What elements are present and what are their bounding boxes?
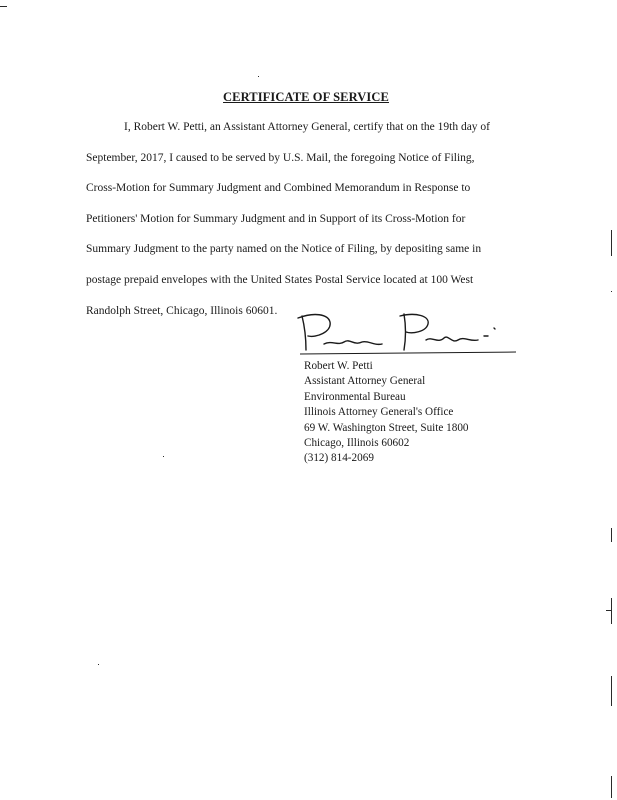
certificate-body — [86, 112, 526, 326]
signer-office: Illinois Attorney General's Office — [304, 406, 454, 419]
scan-dot-3 — [98, 664, 99, 665]
signature-drawing — [294, 310, 524, 360]
body-line-7: Randolph Street, Chicago, Illinois 60601. — [86, 304, 278, 317]
handwritten-signature — [294, 310, 524, 360]
signature-block — [304, 359, 524, 467]
scan-mark-right-4 — [611, 676, 612, 706]
scan-dot-1 — [258, 76, 259, 77]
scan-mark-right-3-tick — [606, 610, 612, 611]
scan-mark-right-3 — [611, 598, 612, 624]
body-line-4: Petitioners' Motion for Summary Judgment and in Support of its Cross-Motion for — [86, 212, 466, 225]
signer-street-address: 69 W. Washington Street, Suite 1800 — [304, 421, 469, 434]
signer-title: Assistant Attorney General — [304, 375, 426, 388]
body-line-5: Summary Judgment to the party named on the Notice of Filing, by depositing same in — [86, 243, 482, 256]
signer-bureau: Environmental Bureau — [304, 390, 406, 403]
signer-phone: (312) 814-2069 — [304, 452, 374, 465]
scan-dot-2 — [163, 456, 164, 457]
body-line-3: Cross-Motion for Summary Judgment and Combined Memorandum in Response to — [86, 182, 471, 195]
scan-mark-right-1 — [611, 230, 612, 256]
signer-city-state-zip: Chicago, Illinois 60602 — [304, 437, 410, 450]
body-line-2: September, 2017, I caused to be served by U.S. Mail, the foregoing Notice of Filing, — [86, 151, 475, 164]
signer-name: Robert W. Petti — [304, 360, 373, 372]
scan-dot-4 — [611, 291, 612, 292]
certificate-title: CERTIFICATE OF SERVICE — [223, 90, 389, 104]
scan-mark-right-2 — [611, 528, 612, 542]
body-line-6: postage prepaid envelopes with the United States Postal Service located at 100 West — [86, 273, 474, 286]
scan-mark-right-5 — [611, 776, 612, 798]
body-line-1: I, Robert W. Petti, an Assistant Attorney General, certify that on the 19th day of — [124, 121, 491, 133]
scan-mark-top-left — [0, 6, 7, 7]
